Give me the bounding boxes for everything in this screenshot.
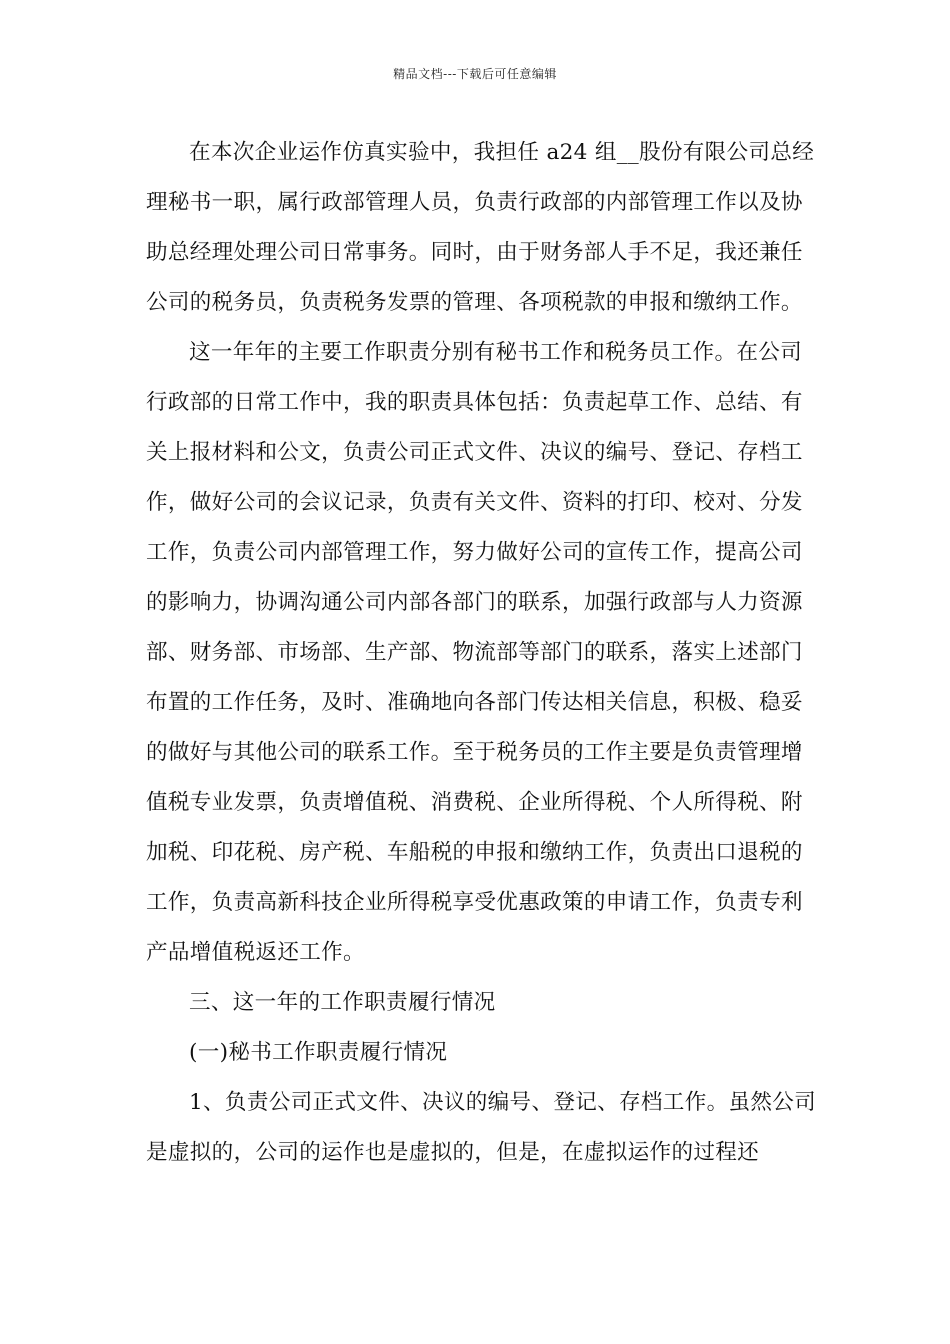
paragraph-duties: 这一年年的主要工作职责分别有秘书工作和税务员工作。在公司行政部的日常工作中，我的职责具体包括：负责起草工作、总结、有关上报材料和公文，负责公司正式文件、决议的编号、登记、存档工作，做好公司的会议记录，负责有关文件、资料的打印、校对、分发工作，负责公司内部管理工作，努力做好公司的宣传工作，提高公司的影响力，协调沟通公司内部各部门的联系，加强行政部与人力资源部、财务部、市场部、生产部、物流部等部门的联系，落实上述部门布置的工作任务，及时、准确地向各部门传达相关信息，积极、稳妥的做好与其他公司的联系工作。至于税务员的工作主要是负责管理增值税专业发票，负责增值税、消费税、企业所得税、个人所得税、附加税、印花税、房产税、车船税的申报和缴纳工作，负责出口退税的工作，负责高新科技企业所得税享受优惠政策的申请工作，负责专利产品增值税返还工作。 [146,340,803,965]
document-body [146,128,821,1178]
subsection-heading-1: (一)秘书工作职责履行情况 [189,1040,448,1065]
paragraph-item-1: 1、负责公司正式文件、决议的编号、登记、存档工作。虽然公司是虚拟的，公司的运作也是虚拟的，但是，在虚拟运作的过程还 [146,1090,817,1165]
paragraph-intro: 在本次企业运作仿真实验中，我担任 a24 组__股份有限公司总经理秘书一职，属行政部管理人员，负责行政部的内部管理工作以及协助总经理处理公司日常事务。同时，由于财务部人手不足，我还兼任公司的税务员，负责税务发票的管理、各项税款的申报和缴纳工作。 [146,140,815,315]
page-header-watermark: 精品文档---下载后可任意编辑 [393,67,557,81]
section-heading-3: 三、这一年的工作职责履行情况 [189,990,496,1015]
